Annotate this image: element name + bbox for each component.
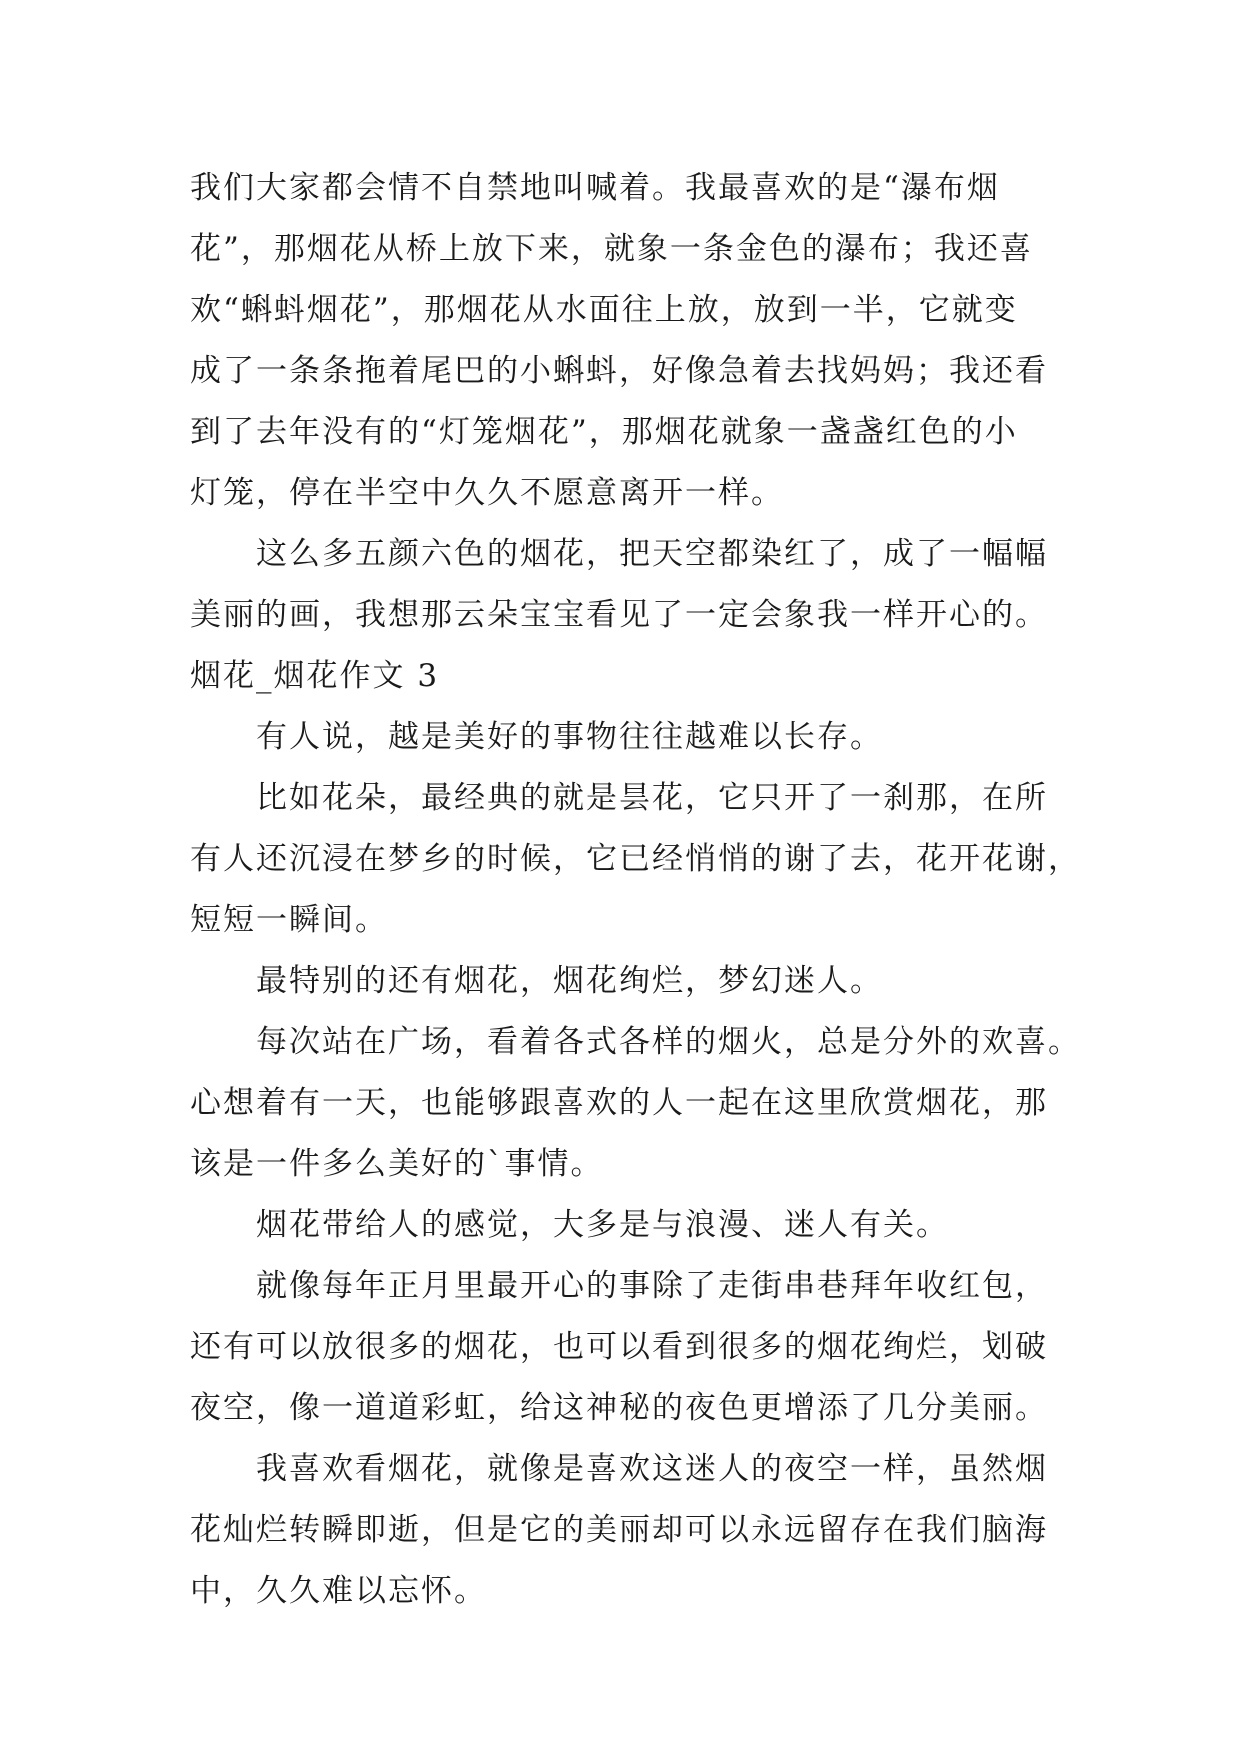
text-line: 比如花朵，最经典的就是昙花，它只开了一刹那，在所 [256,780,1048,816]
text-line: 有人说，越是美好的事物往往越难以长存。 [256,719,883,755]
text-line: 烟花带给人的感觉，大多是与浪漫、迷人有关。 [256,1207,949,1243]
text-line: 花灿烂转瞬即逝，但是它的美丽却可以永远留存在我们脑海 [190,1512,1048,1548]
text-line: 这么多五颜六色的烟花，把天空都染红了，成了一幅幅 [256,536,1048,572]
text-line: 短短一瞬间。 [190,902,388,938]
text-line: 还有可以放很多的烟花，也可以看到很多的烟花绚烂，划破 [190,1329,1048,1365]
text-line: 我喜欢看烟花，就像是喜欢这迷人的夜空一样，虽然烟 [256,1451,1048,1487]
section-heading: 烟花_烟花作文 3 [190,658,440,694]
text-line: 我们大家都会情不自禁地叫喊着。我最喜欢的是“瀑布烟 [190,170,1000,206]
text-line: 花”，那烟花从桥上放下来，就象一条金色的瀑布；我还喜 [190,231,1033,267]
text-line: 心想着有一天，也能够跟喜欢的人一起在这里欣赏烟花，那 [190,1085,1048,1121]
text-line: 就像每年正月里最开心的事除了走街串巷拜年收红包， [256,1268,1048,1304]
text-line: 该是一件多么美好的`事情。 [190,1146,604,1182]
text-line: 成了一条条拖着尾巴的小蝌蚪，好像急着去找妈妈；我还看 [190,353,1048,389]
document-body [190,158,1081,1622]
text-line: 每次站在广场，看着各式各样的烟火，总是分外的欢喜。 [256,1024,1081,1060]
text-line: 夜空，像一道道彩虹，给这神秘的夜色更增添了几分美丽。 [190,1390,1048,1426]
text-line: 灯笼，停在半空中久久不愿意离开一样。 [190,475,784,511]
text-line: 最特别的还有烟花，烟花绚烂，梦幻迷人。 [256,963,883,999]
text-line: 中，久久难以忘怀。 [190,1573,487,1609]
text-line: 美丽的画，我想那云朵宝宝看见了一定会象我一样开心的。 [190,597,1048,633]
text-line: 欢“蝌蚪烟花”，那烟花从水面往上放，放到一半，它就变 [190,292,1018,328]
text-line: 到了去年没有的“灯笼烟花”，那烟花就象一盏盏红色的小 [190,414,1018,450]
text-line: 有人还沉浸在梦乡的时候，它已经悄悄的谢了去，花开花谢， [190,841,1081,877]
